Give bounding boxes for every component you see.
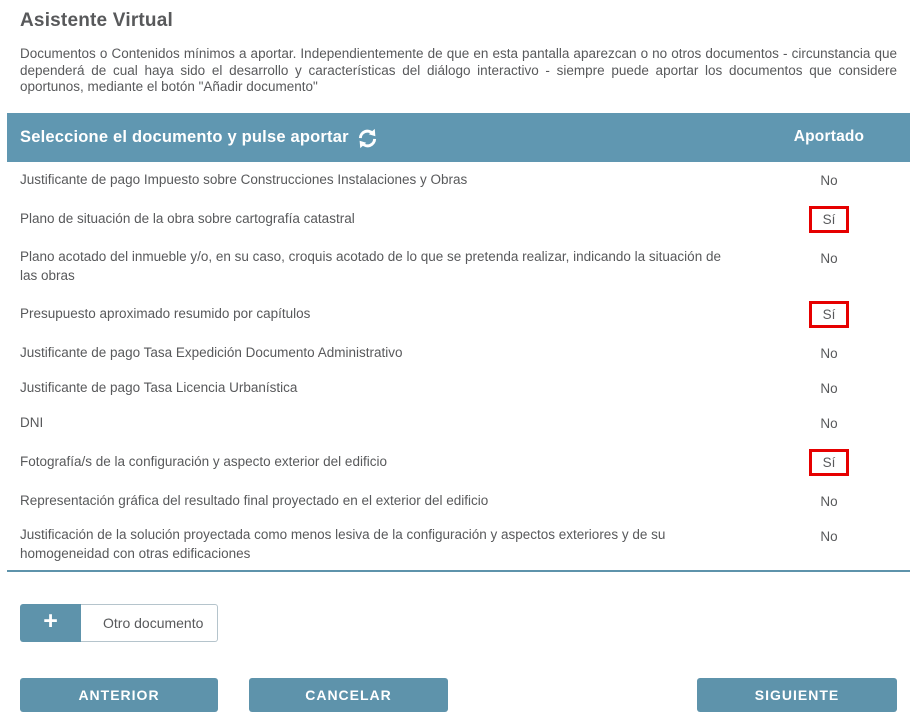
aportado-cell <box>769 525 889 546</box>
asistente-virtual-page <box>7 10 910 712</box>
table-row[interactable] <box>7 483 910 518</box>
aportado-cell <box>769 490 889 511</box>
documents-table <box>7 113 910 572</box>
aportado-cell <box>769 447 889 476</box>
table-row[interactable] <box>7 518 910 570</box>
aportado-status: No <box>820 380 838 396</box>
cancelar-button[interactable]: CANCELAR <box>249 678 448 712</box>
table-row[interactable] <box>7 370 910 405</box>
aportado-cell <box>769 247 889 268</box>
aportado-cell <box>769 204 889 233</box>
aportado-status: No <box>820 528 838 544</box>
aportado-status: No <box>820 415 838 431</box>
document-name: Justificación de la solución proyectada como menos lesiva de la configuración y aspectos exteriores y de su homogeneidad con otras edificaciones <box>20 526 666 561</box>
aportado-status: No <box>820 172 838 188</box>
aportado-status: Sí <box>809 301 850 328</box>
aportado-cell <box>769 377 889 398</box>
aportado-status: No <box>820 493 838 509</box>
document-name: DNI <box>20 414 44 430</box>
select-document-header-label: Seleccione el documento y pulse aportar <box>20 127 349 146</box>
page-description: Documentos o Contenidos mínimos a aportar. Independientemente de que en esta pantalla aparezcan o no otros documentos - circunstancia que dependerá de cual haya sido el desarrollo y características del diálogo interactivo - siempre puede aportar los documentos que considere oportunos, mediante el botón "Añadir documento" <box>20 46 897 94</box>
table-row[interactable] <box>7 197 910 240</box>
aportado-cell <box>769 169 889 190</box>
table-row[interactable] <box>7 162 910 197</box>
table-row[interactable] <box>7 335 910 370</box>
refresh-icon[interactable] <box>357 128 378 149</box>
document-name: Plano de situación de la obra sobre cartografía catastral <box>20 210 355 226</box>
documents-table-header <box>7 113 910 162</box>
table-row[interactable] <box>7 292 910 335</box>
document-name: Plano acotado del inmueble y/o, en su caso, croquis acotado de lo que se pretenda realizar, indicando la situación de las obras <box>20 248 721 283</box>
aportado-status: Sí <box>809 449 850 476</box>
document-name: Justificante de pago Tasa Licencia Urbanística <box>20 379 298 395</box>
table-header-left <box>7 126 769 149</box>
aportado-column-header: Aportado <box>793 128 865 145</box>
aportado-cell <box>769 412 889 433</box>
document-name: Fotografía/s de la configuración y aspecto exterior del edificio <box>20 453 387 469</box>
aportado-cell <box>769 342 889 363</box>
plus-icon: + <box>20 604 81 642</box>
table-row[interactable] <box>7 240 910 292</box>
page-title: Asistente Virtual <box>20 10 173 31</box>
table-row[interactable] <box>7 440 910 483</box>
aportado-status: No <box>820 250 838 266</box>
footer-actions <box>20 678 897 712</box>
add-other-document-label: Otro documento <box>81 604 218 642</box>
aportado-status: No <box>820 345 838 361</box>
siguiente-button[interactable]: SIGUIENTE <box>697 678 897 712</box>
document-name: Representación gráfica del resultado final proyectado en el exterior del edificio <box>20 492 489 508</box>
aportado-cell <box>769 299 889 328</box>
document-name: Justificante de pago Tasa Expedición Documento Administrativo <box>20 344 403 360</box>
add-other-document-button[interactable] <box>20 604 218 642</box>
document-name: Justificante de pago Impuesto sobre Construcciones Instalaciones y Obras <box>20 171 468 187</box>
document-name: Presupuesto aproximado resumido por capítulos <box>20 305 311 321</box>
anterior-button[interactable]: ANTERIOR <box>20 678 218 712</box>
documents-table-body <box>7 162 910 572</box>
aportado-status: Sí <box>809 206 850 233</box>
table-row[interactable] <box>7 405 910 440</box>
